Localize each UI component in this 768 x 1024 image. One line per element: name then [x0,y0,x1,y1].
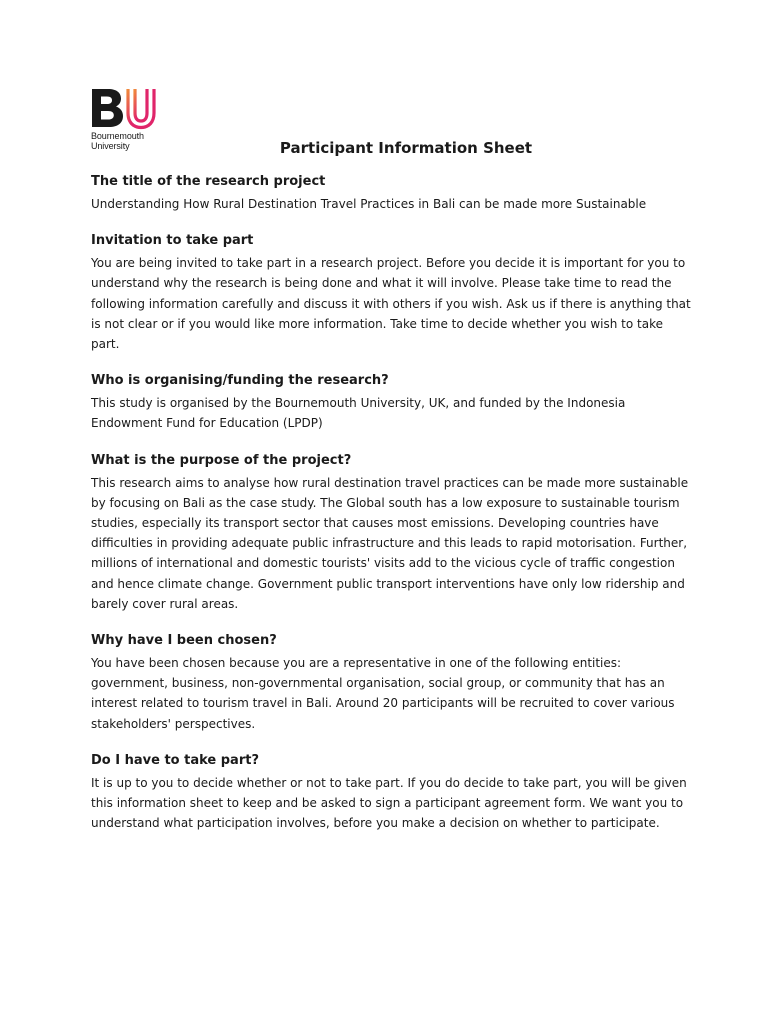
section-heading: Why have I been chosen? [91,633,277,649]
logo-line-2: University [91,141,130,151]
section-purpose [91,452,691,614]
section-body: You have been chosen because you are a representative in one of the following entities: government, business, non-governmental organisation, social group, or community that has an interest related to tourism travel in Bali. Around 20 participants will be recruited to cover various stakeholders' perspectives. [91,656,675,731]
section-body: Understanding How Rural Destination Travel Practices in Bali can be made more Sustainable [91,197,647,211]
section-take-part [91,752,691,834]
document-body [91,173,691,851]
section-why-chosen [91,632,691,734]
document-title: Participant Information Sheet [279,139,533,157]
section-organising-funding [91,372,691,433]
section-heading: What is the purpose of the project? [91,452,352,468]
section-heading: Do I have to take part? [91,752,259,768]
section-body: This research aims to analyse how rural destination travel practices can be made more sustainable by focusing on Bali as the case study. The Global south has a low exposure to sustainable tourism studies, especially its transport sector that causes most emissions. Developing countries have difficulties in providing adequate public infrastructure and this leads to rapid motorisation. Further, millions of international and domestic tourists' visits add to the vicious cycle of traffic congestion and hence climate change. Government public transport interventions have only low ridership and barely cover rural areas. [91,475,689,611]
section-body: It is up to you to decide whether or not to take part. If you do decide to take part, you will be given this information sheet to keep and be asked to sign a participant agreement form. We want you to understand what participation involves, before you make a decision on whether to participate. [91,775,687,831]
section-invitation [91,232,691,354]
bu-logo-mark [90,86,160,130]
logo-line-1: Bournemouth [91,131,144,141]
section-heading: Who is organising/funding the research? [91,373,389,389]
section-body: You are being invited to take part in a research project. Before you decide it is important for you to understand why the research is being done and what it will involve. Please take time to read the following information carefully and discuss it with others if you wish. Ask us if there is anything that is not clear or if you would like more information. Take time to decide whether you wish to take part. [91,256,691,352]
section-heading: Invitation to take part [91,233,254,249]
section-heading: The title of the research project [91,174,326,189]
section-body: This study is organised by the Bournemouth University, UK, and funded by the Indonesia Endowment Fund for Education (LPDP) [91,396,626,431]
section-research-title [91,173,691,214]
